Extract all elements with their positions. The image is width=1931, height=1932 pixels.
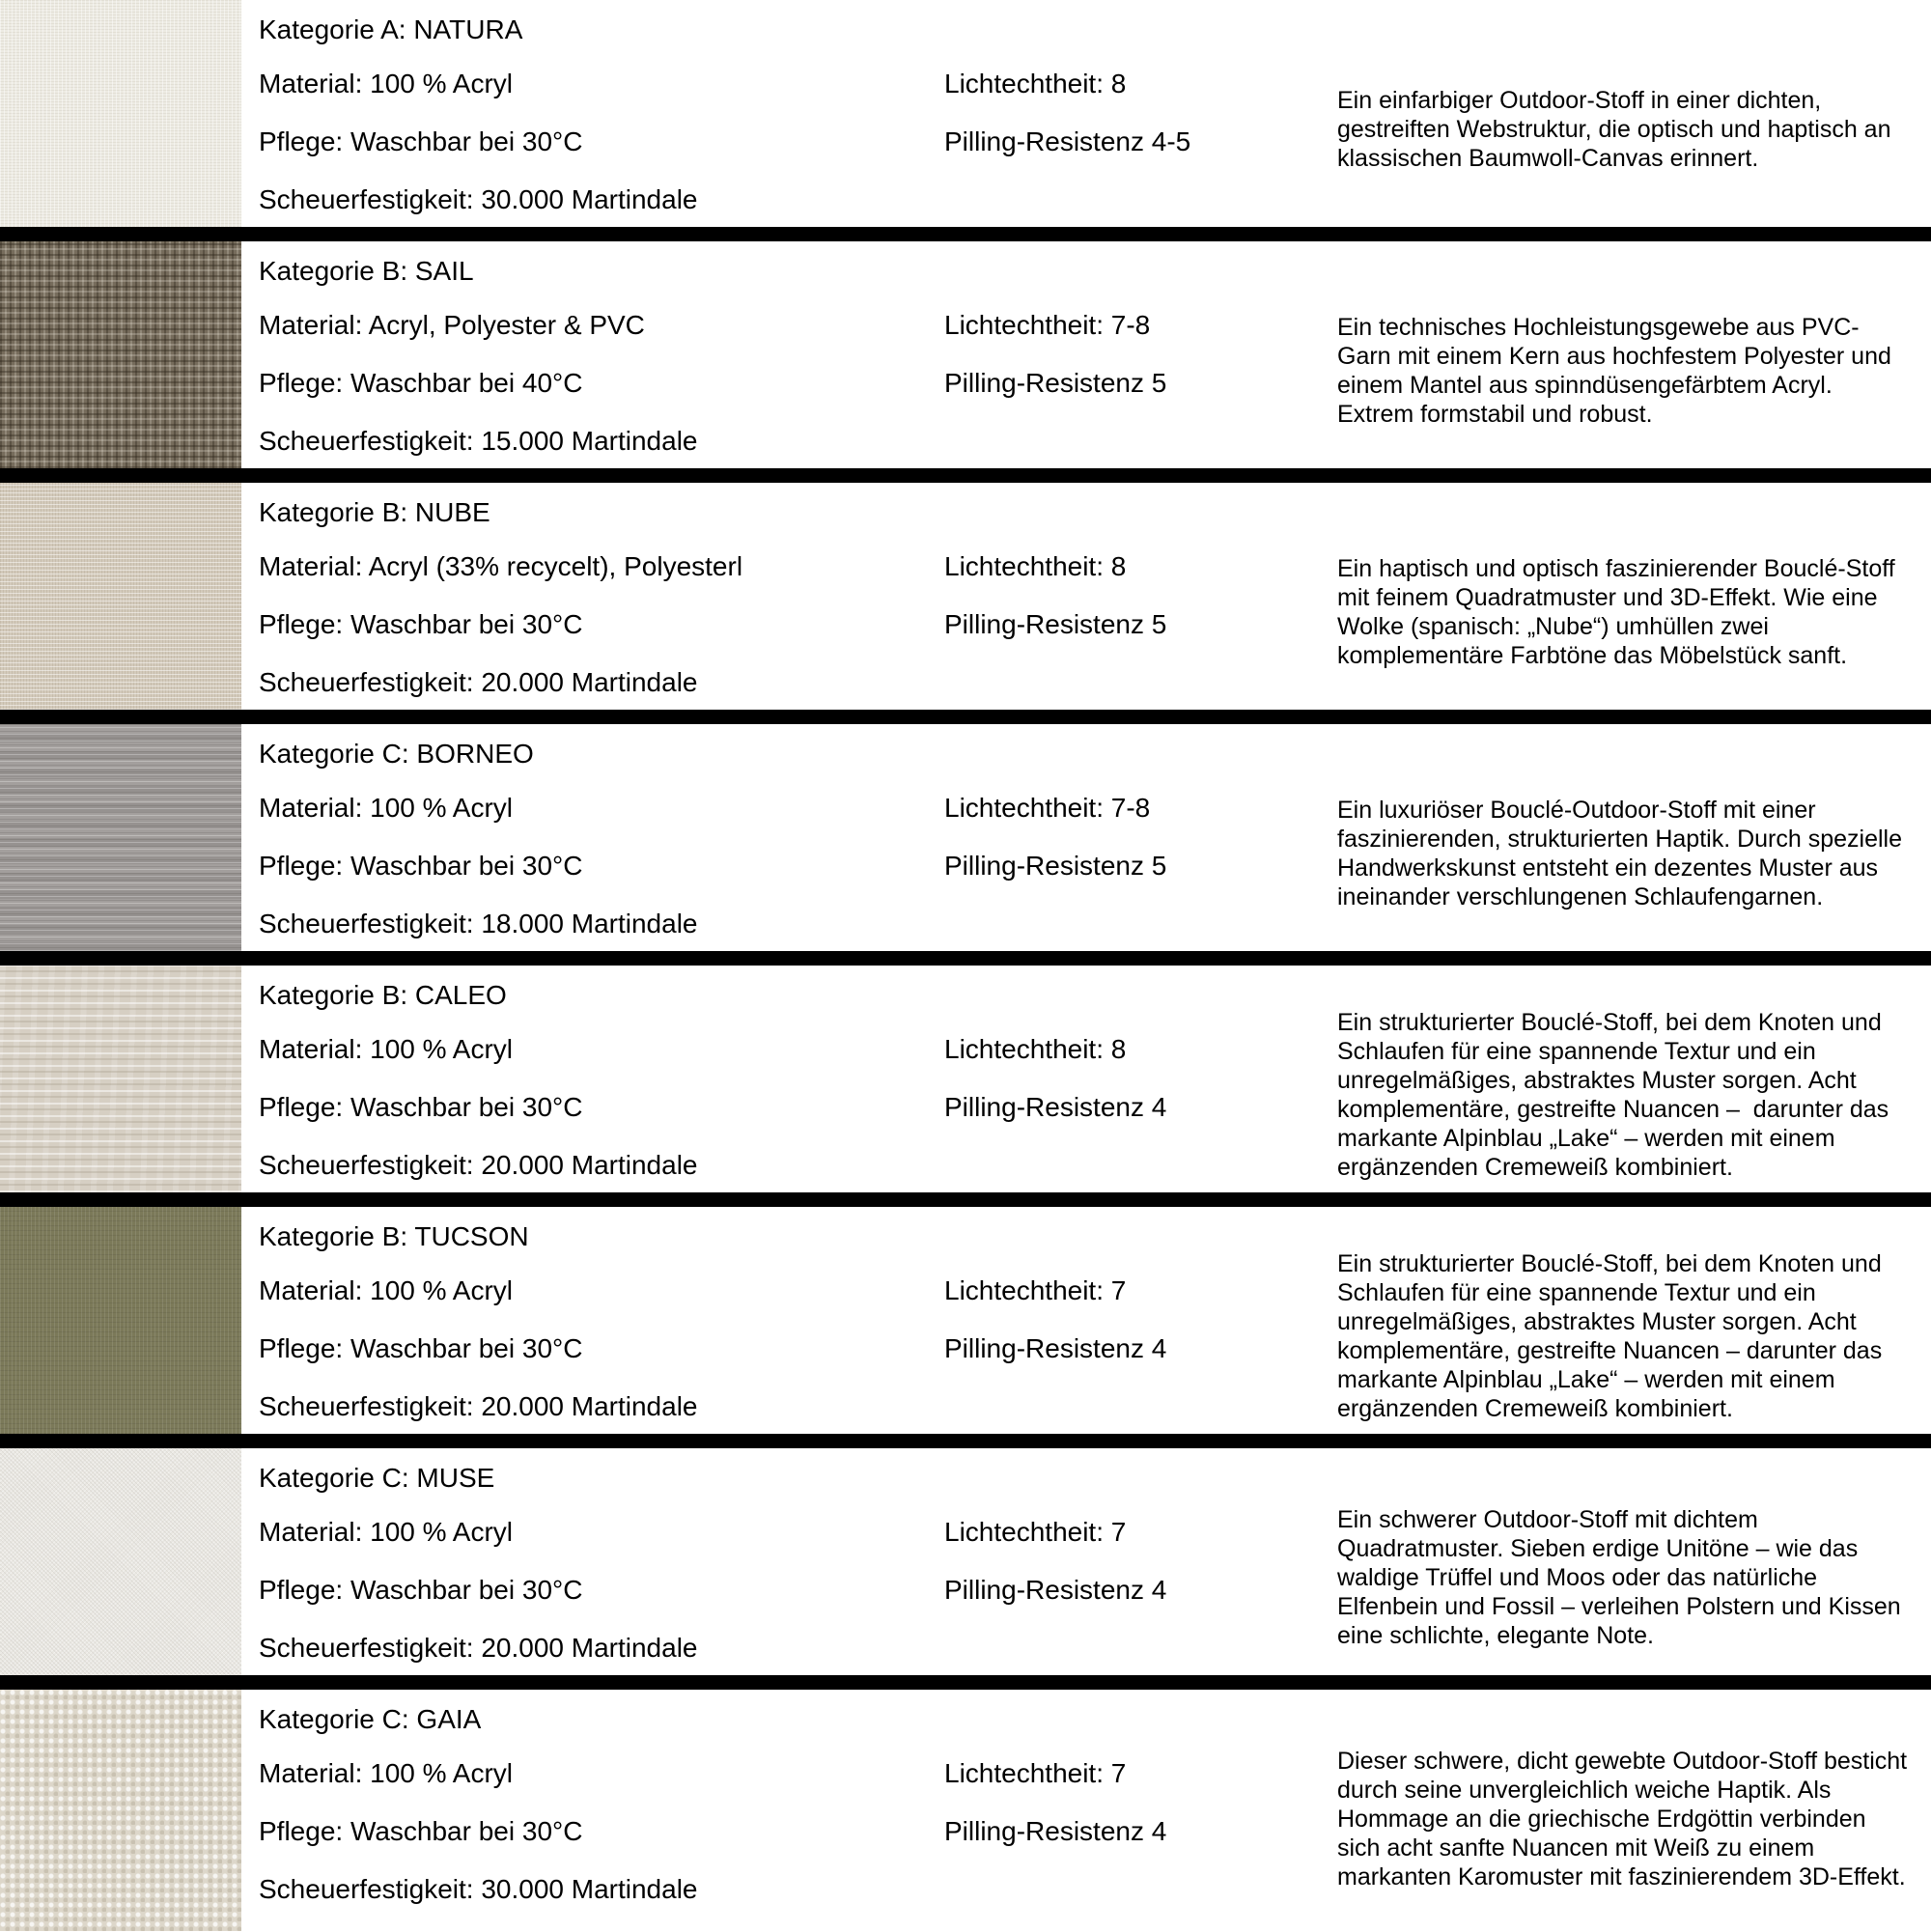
- fabric-swatch-image: [0, 483, 241, 710]
- description-cell: [1337, 1464, 1909, 1691]
- fabric-row: [0, 0, 1931, 241]
- description-cell: [1337, 498, 1909, 725]
- category-label: Kategorie B: SAIL: [259, 256, 474, 286]
- category-label: Kategorie B: CALEO: [259, 980, 507, 1010]
- description-text: Ein schwerer Outdoor-Stoff mit dichtem Quadratmuster. Sieben erdige Unitöne – wie das waldige Trüffel und Moos oder das natürliche Elfenbein und Fossil – verleihen Polstern und Kissen eine schlichte, elegante Note.: [1337, 1505, 1908, 1649]
- fabric-row: [0, 966, 1931, 1207]
- pilling-label: Pilling-Resistenz 5: [944, 368, 1167, 398]
- abrasion-label: Scheuerfestigkeit: 30.000 Martindale: [259, 184, 698, 214]
- material-label: Material: 100 % Acryl: [259, 1758, 513, 1788]
- pilling-label: Pilling-Resistenz 4: [944, 1333, 1167, 1363]
- pilling-label: Pilling-Resistenz 5: [944, 851, 1167, 881]
- description-text: Dieser schwere, dicht gewebte Outdoor-Stoff besticht durch seine unvergleichlich weiche Haptik. Als Hommage an die griechische Erdgöttin verbinden sich acht sanfte Nuancen mit Weiß zu einem markanten Karomuster mit faszinierendem 3D-Effekt.: [1337, 1747, 1915, 1890]
- care-label: Pflege: Waschbar bei 30°C: [259, 1333, 583, 1363]
- abrasion-label: Scheuerfestigkeit: 30.000 Martindale: [259, 1874, 698, 1904]
- description-text: Ein luxuriöser Bouclé-Outdoor-Stoff mit einer faszinierenden, strukturierten Haptik. Durch spezielle Handwerkskunst entsteht ein dezentes Muster aus ineinander verschlungenen Schlaufengarnen.: [1337, 796, 1909, 910]
- care-label: Pflege: Waschbar bei 30°C: [259, 126, 583, 156]
- material-label: Material: Acryl (33% recycelt), Polyesterl: [259, 551, 743, 581]
- material-label: Material: 100 % Acryl: [259, 1275, 513, 1305]
- description-cell: [1337, 15, 1909, 242]
- fabric-swatch-image: [0, 1690, 241, 1931]
- description-cell: [1337, 1222, 1909, 1449]
- description-cell: [1337, 981, 1909, 1208]
- category-label: Kategorie B: NUBE: [259, 497, 490, 527]
- abrasion-label: Scheuerfestigkeit: 20.000 Martindale: [259, 1391, 698, 1421]
- category-label: Kategorie C: GAIA: [259, 1704, 482, 1734]
- category-label: Kategorie C: BORNEO: [259, 739, 534, 769]
- fabric-swatch-image: [0, 966, 241, 1192]
- pilling-label: Pilling-Resistenz 4: [944, 1575, 1167, 1605]
- lightfastness-label: Lichtechtheit: 7: [944, 1275, 1127, 1305]
- abrasion-label: Scheuerfestigkeit: 15.000 Martindale: [259, 426, 698, 456]
- category-label: Kategorie C: MUSE: [259, 1463, 495, 1493]
- care-label: Pflege: Waschbar bei 30°C: [259, 1575, 583, 1605]
- fabric-swatch-image: [0, 0, 241, 227]
- fabric-swatch-image: [0, 1448, 241, 1675]
- material-label: Material: 100 % Acryl: [259, 793, 513, 823]
- care-label: Pflege: Waschbar bei 30°C: [259, 851, 583, 881]
- material-label: Material: 100 % Acryl: [259, 1517, 513, 1547]
- description-text: Ein einfarbiger Outdoor-Stoff in einer dichten, gestreiften Webstruktur, die optisch und haptisch an klassischen Baumwoll-Canvas erinnert.: [1337, 86, 1898, 172]
- description-text: Ein technisches Hochleistungsgewebe aus PVC-Garn mit einem Kern aus hochfestem Polyester und einem Mantel aus spinndüsengefärbtem Acryl. Extrem formstabil und robust.: [1337, 313, 1898, 428]
- fabric-row: [0, 1690, 1931, 1931]
- abrasion-label: Scheuerfestigkeit: 20.000 Martindale: [259, 667, 698, 697]
- care-label: Pflege: Waschbar bei 30°C: [259, 1092, 583, 1122]
- lightfastness-label: Lichtechtheit: 7: [944, 1758, 1127, 1788]
- description-text: Ein strukturierter Bouclé-Stoff, bei dem Knoten und Schlaufen für eine spannende Textur und ein unregelmäßiges, abstraktes Muster sorgen. Acht komplementäre, gestreifte Nuancen – darunter das markante Alpinblau „Lake“ – werden mit einem ergänzenden Cremeweiß kombiniert.: [1337, 1249, 1889, 1422]
- pilling-label: Pilling-Resistenz 4: [944, 1816, 1167, 1846]
- pilling-label: Pilling-Resistenz 5: [944, 609, 1167, 639]
- lightfastness-label: Lichtechtheit: 8: [944, 1034, 1127, 1064]
- care-label: Pflege: Waschbar bei 30°C: [259, 1816, 583, 1846]
- abrasion-label: Scheuerfestigkeit: 20.000 Martindale: [259, 1150, 698, 1180]
- care-label: Pflege: Waschbar bei 40°C: [259, 368, 583, 398]
- lightfastness-label: Lichtechtheit: 7: [944, 1517, 1127, 1547]
- fabric-swatch-image: [0, 1207, 241, 1434]
- fabric-swatch-image: [0, 241, 241, 468]
- category-label: Kategorie B: TUCSON: [259, 1221, 529, 1251]
- material-label: Material: 100 % Acryl: [259, 1034, 513, 1064]
- description-cell: [1337, 740, 1909, 966]
- fabric-row: [0, 241, 1931, 483]
- abrasion-label: Scheuerfestigkeit: 18.000 Martindale: [259, 909, 698, 938]
- description-cell: [1337, 1705, 1915, 1932]
- description-text: Ein haptisch und optisch faszinierender Bouclé-Stoff mit feinem Quadratmuster und 3D-Effekt. Wie eine Wolke (spanisch: „Nube“) umhüllen zwei komplementäre Farbtöne das Möbelstück sanft.: [1337, 554, 1902, 669]
- lightfastness-label: Lichtechtheit: 7-8: [944, 793, 1151, 823]
- pilling-label: Pilling-Resistenz 4: [944, 1092, 1167, 1122]
- pilling-label: Pilling-Resistenz 4-5: [944, 126, 1191, 156]
- description-cell: [1337, 257, 1909, 484]
- lightfastness-label: Lichtechtheit: 7-8: [944, 310, 1151, 340]
- lightfastness-label: Lichtechtheit: 8: [944, 69, 1127, 98]
- material-label: Material: Acryl, Polyester & PVC: [259, 310, 645, 340]
- abrasion-label: Scheuerfestigkeit: 20.000 Martindale: [259, 1633, 698, 1663]
- material-label: Material: 100 % Acryl: [259, 69, 513, 98]
- fabric-row: [0, 1207, 1931, 1448]
- fabric-row: [0, 483, 1931, 724]
- fabric-row: [0, 1448, 1931, 1690]
- category-label: Kategorie A: NATURA: [259, 14, 523, 44]
- lightfastness-label: Lichtechtheit: 8: [944, 551, 1127, 581]
- fabric-row: [0, 724, 1931, 966]
- fabric-swatch-image: [0, 724, 241, 951]
- description-text: Ein strukturierter Bouclé-Stoff, bei dem Knoten und Schlaufen für eine spannende Textur und ein unregelmäßiges, abstraktes Muster sorgen. Acht komplementäre, gestreifte Nuancen – darunter das markante Alpinblau „Lake“ – werden mit einem ergänzenden Cremeweiß kombiniert.: [1337, 1008, 1896, 1181]
- care-label: Pflege: Waschbar bei 30°C: [259, 609, 583, 639]
